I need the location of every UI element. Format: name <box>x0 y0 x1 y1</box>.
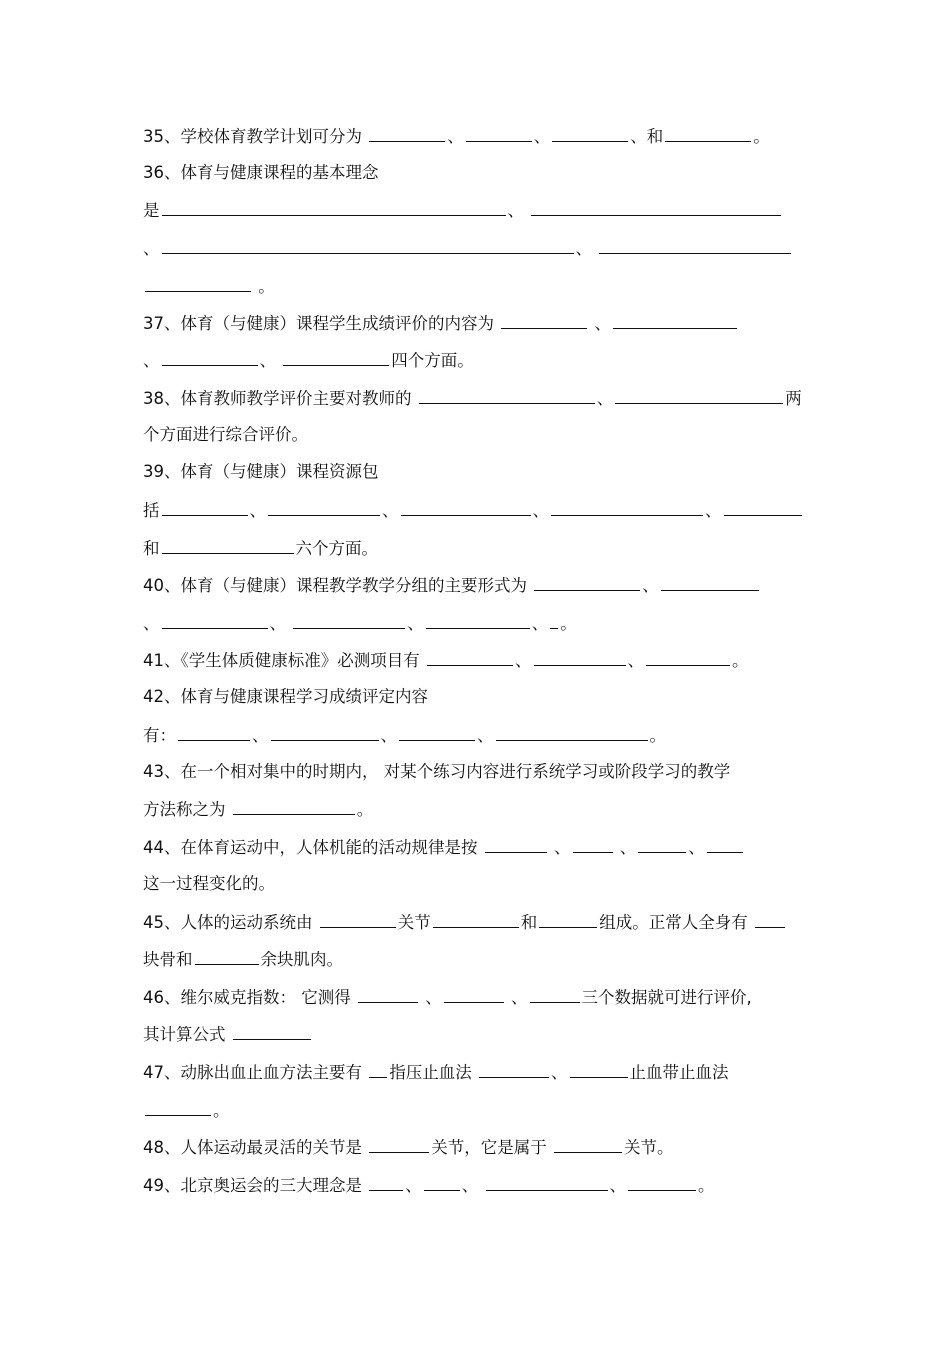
text-line <box>143 572 820 598</box>
text-segment: 、 <box>382 501 399 520</box>
text-segment: 44、在体育运动中，人体机能的活动规律是按 <box>143 838 483 857</box>
text-segment: 是 <box>143 201 160 220</box>
text-line <box>143 1097 820 1123</box>
text-segment: 块骨和 <box>143 950 193 969</box>
text-segment: 、 <box>551 1063 568 1082</box>
text-segment: 。 <box>698 1176 715 1195</box>
text-segment: 、 <box>380 726 397 745</box>
text-line <box>143 497 820 523</box>
text-segment: 。 <box>213 1101 230 1120</box>
text-segment: 、 <box>420 988 442 1007</box>
text-segment: 45、人体的运动系统由 <box>143 913 318 932</box>
text-segment: 。 <box>253 277 275 296</box>
text-line <box>143 422 820 448</box>
text-segment: 止血带止血法 <box>629 1063 729 1082</box>
answer-blank[interactable] <box>486 1172 608 1191</box>
answer-blank[interactable] <box>479 1059 549 1078</box>
text-segment: 、 <box>269 614 292 633</box>
text-line <box>143 610 820 636</box>
text-line <box>143 796 820 822</box>
answer-blank[interactable] <box>496 722 648 741</box>
text-line <box>143 684 820 710</box>
answer-blank[interactable] <box>424 1172 460 1191</box>
text-segment: 、 <box>507 201 530 220</box>
text-segment: 47、动脉出血止血方法主要有 <box>143 1063 368 1082</box>
answer-blank[interactable] <box>399 722 475 741</box>
answer-blank[interactable] <box>638 834 686 853</box>
text-line <box>143 759 820 785</box>
text-segment: 、 <box>143 239 160 258</box>
text-segment: 和 <box>520 913 538 932</box>
text-segment: 。 <box>560 614 577 633</box>
text-segment: 关节 <box>397 913 431 932</box>
answer-blank[interactable] <box>419 385 595 404</box>
text-segment: 、 <box>407 614 424 633</box>
text-line <box>143 273 820 299</box>
text-segment: 、 <box>688 838 705 857</box>
answer-blank[interactable] <box>178 722 250 741</box>
text-segment: 36、体育与健康课程的基本理念 <box>143 163 379 182</box>
text-segment: 方法称之为 <box>143 800 231 819</box>
answer-blank[interactable] <box>283 347 389 366</box>
text-line <box>143 834 820 860</box>
answer-blank[interactable] <box>401 497 531 516</box>
text-segment: 、 <box>548 838 571 857</box>
text-segment: 两 <box>785 389 802 408</box>
answer-blank[interactable] <box>369 1172 403 1191</box>
text-segment: 个方面进行综合评价。 <box>143 425 308 444</box>
text-segment: 、 <box>642 576 659 595</box>
text-segment: 48、人体运动最灵活的关节是 <box>143 1138 368 1157</box>
answer-blank[interactable] <box>534 572 640 591</box>
answer-blank[interactable] <box>646 647 730 666</box>
answer-blank[interactable] <box>573 834 613 853</box>
answer-blank[interactable] <box>162 347 258 366</box>
answer-blank[interactable] <box>554 1134 622 1153</box>
text-segment: 括 <box>143 501 160 520</box>
text-segment: 、 <box>259 351 282 370</box>
answer-blank[interactable] <box>665 123 751 142</box>
answer-blank[interactable] <box>293 610 405 629</box>
answer-blank[interactable] <box>466 123 532 142</box>
text-segment: 。 <box>649 726 666 745</box>
text-segment: 、 <box>505 988 528 1007</box>
text-line <box>143 385 820 411</box>
text-line <box>143 160 820 186</box>
text-segment: 、 <box>461 1176 484 1195</box>
text-segment: 40、体育（与健康）课程教学教学分组的主要形式为 <box>143 576 533 595</box>
answer-blank[interactable] <box>369 123 445 142</box>
text-segment: 组成。正常人全身有 <box>599 913 753 932</box>
answer-blank[interactable] <box>233 1021 311 1040</box>
text-segment: 41、《学生体质健康标准》必测项目有 <box>143 651 425 670</box>
text-line <box>143 1134 820 1160</box>
answer-blank[interactable] <box>570 1059 628 1078</box>
text-segment: 六个方面。 <box>295 539 378 558</box>
text-line <box>143 1172 820 1198</box>
answer-blank[interactable] <box>145 273 251 292</box>
answer-blank[interactable] <box>268 497 380 516</box>
text-segment: 、 <box>589 314 611 333</box>
answer-blank[interactable] <box>613 310 737 329</box>
answer-blank[interactable] <box>369 1134 429 1153</box>
text-line <box>143 347 820 373</box>
answer-blank[interactable] <box>358 984 418 1003</box>
text-segment: 、 <box>609 1176 626 1195</box>
answer-blank[interactable] <box>531 197 781 216</box>
answer-blank[interactable] <box>233 796 355 815</box>
text-segment: 、 <box>447 127 464 146</box>
text-segment: 、 <box>252 726 269 745</box>
text-segment: 37、体育（与健康）课程学生成绩评价的内容为 <box>143 314 500 333</box>
answer-blank[interactable] <box>755 909 785 928</box>
answer-blank[interactable] <box>707 834 743 853</box>
answer-blank[interactable] <box>539 909 597 928</box>
text-segment: 这一过程变化的。 <box>143 874 275 893</box>
answer-blank[interactable] <box>501 310 587 329</box>
text-segment: 。 <box>732 651 749 670</box>
answer-blank[interactable] <box>530 984 580 1003</box>
text-segment: 、 <box>627 651 644 670</box>
text-segment: 三个数据就可进行评价, <box>581 988 752 1007</box>
answer-blank[interactable] <box>661 572 759 591</box>
text-segment: 、 <box>532 501 549 520</box>
answer-blank[interactable] <box>426 610 530 629</box>
text-line <box>143 235 820 261</box>
answer-blank[interactable] <box>550 610 558 629</box>
text-line <box>143 647 820 673</box>
text-segment: 、 <box>405 1176 422 1195</box>
text-segment: 四个方面。 <box>391 351 474 370</box>
text-line <box>143 197 820 223</box>
text-segment: 余块肌肉。 <box>260 950 343 969</box>
text-segment: 49、北京奥运会的三大理念是 <box>143 1176 368 1195</box>
text-segment: 关节，它是属于 <box>431 1138 552 1157</box>
text-segment: 、 <box>143 614 160 633</box>
answer-blank[interactable] <box>599 235 791 254</box>
answer-blank[interactable] <box>162 610 268 629</box>
text-segment: 、 <box>533 127 551 146</box>
answer-blank[interactable] <box>724 497 802 516</box>
text-segment: 、 <box>614 838 637 857</box>
text-line <box>143 871 820 897</box>
text-segment: 有： <box>143 726 176 745</box>
text-line <box>143 909 820 935</box>
text-line <box>143 984 820 1010</box>
answer-blank[interactable] <box>552 123 628 142</box>
text-segment: 和 <box>143 539 160 558</box>
text-line <box>143 310 820 336</box>
text-line <box>143 1021 820 1047</box>
text-segment: 、 <box>477 726 494 745</box>
text-segment: 、 <box>249 501 266 520</box>
answer-blank[interactable] <box>534 647 626 666</box>
text-segment: 指压止血法 <box>389 1063 477 1082</box>
answer-blank[interactable] <box>369 1059 387 1078</box>
text-segment: 其计算公式 <box>143 1025 231 1044</box>
answer-blank[interactable] <box>551 497 703 516</box>
text-line <box>143 1059 820 1085</box>
answer-blank[interactable] <box>615 385 783 404</box>
text-segment: 46、维尔威克指数： 它测得 <box>143 988 356 1007</box>
text-segment: 43、在一个相对集中的时期内， 对某个练习内容进行系统学习或阶段学习的教学 <box>143 762 731 781</box>
answer-blank[interactable] <box>162 197 506 216</box>
text-segment: 、 <box>705 501 722 520</box>
text-line <box>143 459 820 485</box>
text-segment: 、 <box>143 351 160 370</box>
text-segment: 、 <box>531 614 549 633</box>
answer-blank[interactable] <box>162 235 574 254</box>
text-segment: 38、体育教师教学评价主要对教师的 <box>143 389 417 408</box>
text-segment: 。 <box>753 127 770 146</box>
answer-blank[interactable] <box>271 722 379 741</box>
answer-blank[interactable] <box>433 909 519 928</box>
answer-blank[interactable] <box>628 1172 696 1191</box>
text-segment: 42、体育与健康课程学习成绩评定内容 <box>143 687 428 706</box>
text-line <box>143 946 820 972</box>
answer-blank[interactable] <box>485 834 547 853</box>
text-segment: 、 <box>575 239 598 258</box>
answer-blank[interactable] <box>444 984 504 1003</box>
answer-blank[interactable] <box>162 497 248 516</box>
answer-blank[interactable] <box>320 909 396 928</box>
answer-blank[interactable] <box>427 647 513 666</box>
text-segment: 、和 <box>630 127 664 146</box>
text-segment: 35、学校体育教学计划可分为 <box>143 127 368 146</box>
text-segment: 、 <box>596 389 614 408</box>
text-line <box>143 123 820 149</box>
text-segment: 、 <box>515 651 532 670</box>
text-line <box>143 535 820 561</box>
text-segment: 39、体育（与健康）课程资源包 <box>143 462 379 481</box>
answer-blank[interactable] <box>145 1097 211 1116</box>
text-segment: 。 <box>356 800 374 819</box>
answer-blank[interactable] <box>162 535 294 554</box>
text-line <box>143 722 820 748</box>
answer-blank[interactable] <box>195 946 259 965</box>
text-segment: 关节。 <box>624 1138 674 1157</box>
